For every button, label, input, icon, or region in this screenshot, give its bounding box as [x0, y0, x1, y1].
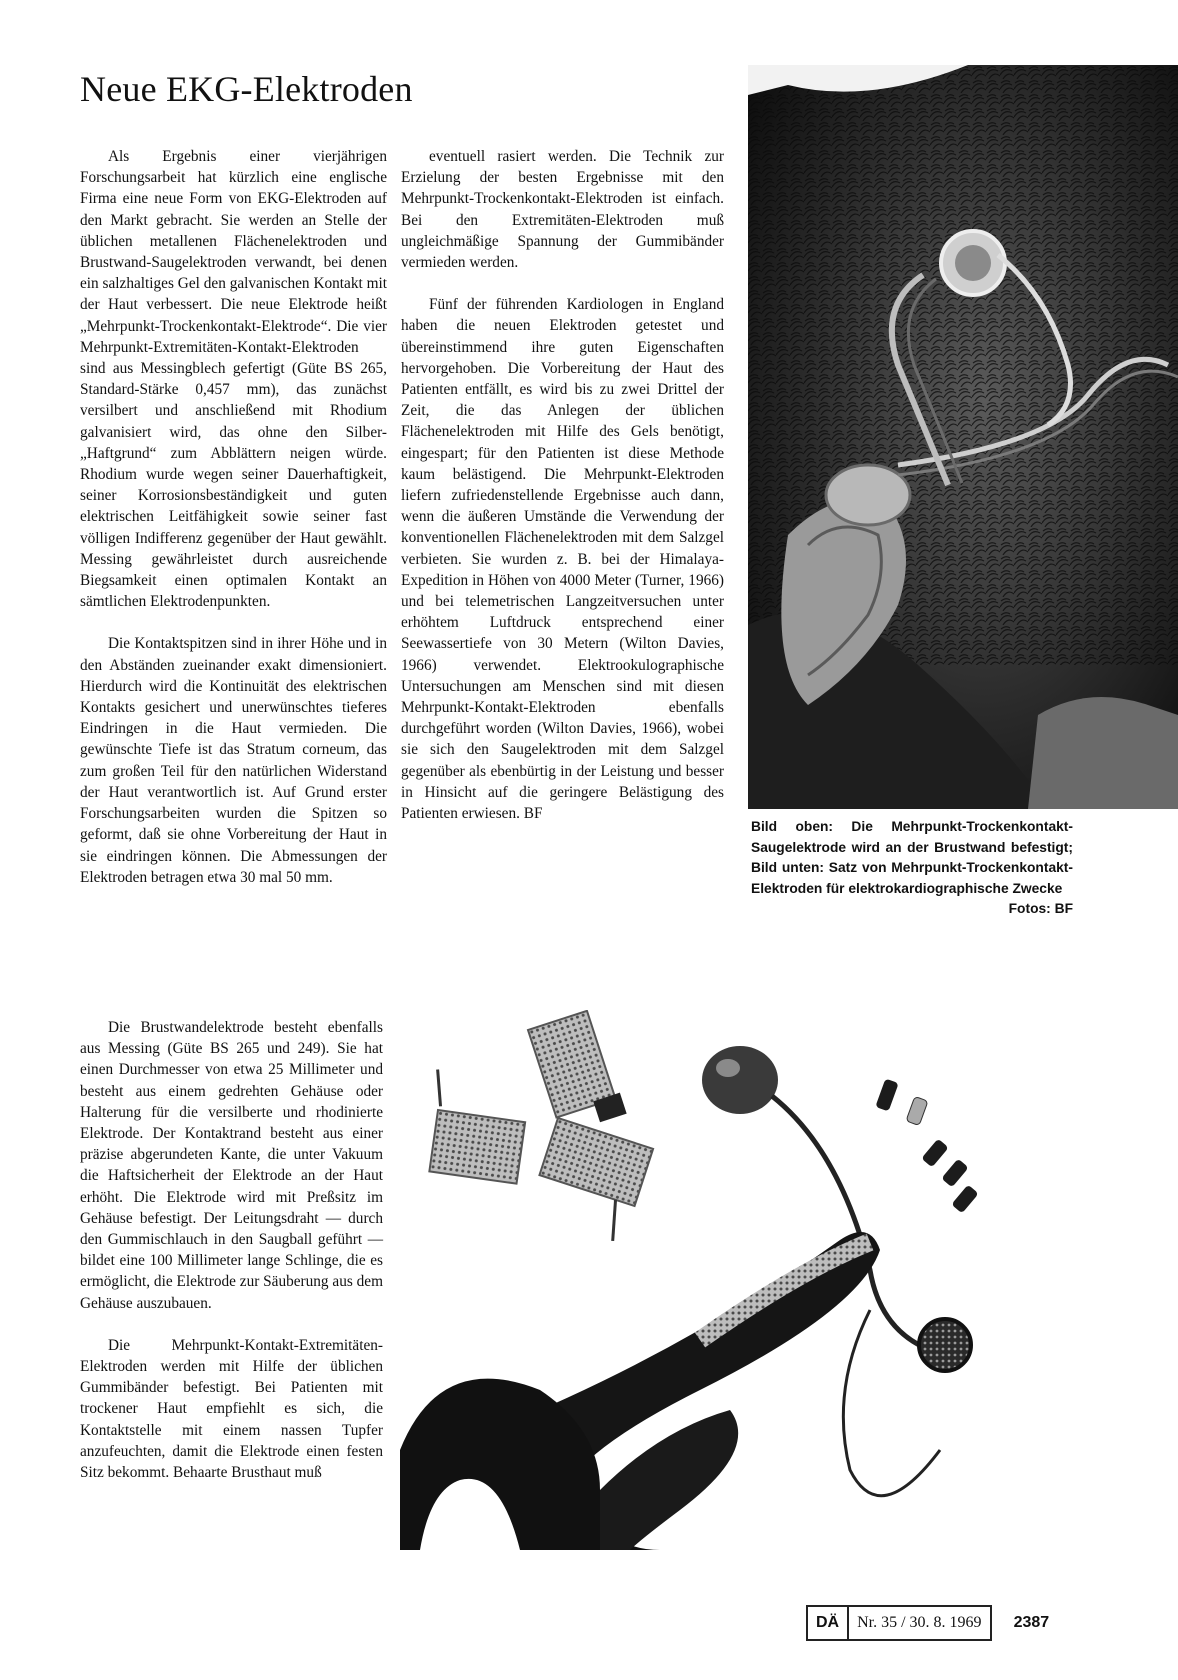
paragraph: Als Ergebnis einer vierjährigen Forschungsarbeit hat kürzlich eine englische Firma eine neue Form von EKG-Elektroden auf den Markt gebracht. Sie werden an Stelle der üblichen metallenen Flächenelektroden und Brustwand-Saugelektroden verwandt, bei denen ein salzhaltiges Gel den galvanischen Kontakt mit der Haut verbessert. Die neue Elektrode heißt „Mehrpunkt-Trockenkontakt-Elektrode“. Die vier Mehrpunkt-Extremitäten-Kontakt-Elektroden sind aus Messingblech gefertigt (Güte BS 265, Standard-Stärke 0,457 mm), das zunächst versilbert und anschließend mit Rhodium galvanisiert wird, das ohne den Silber-„Haftgrund“ zum Abblättern neigen würde. Rhodium wurde wegen seiner Dauerhaftigkeit, seiner Korrosionsbeständigkeit und guten elektrischen Leitfähigkeit sowie seiner fast völligen Indifferenz gegenüber der Haut gewählt. Messing gewährleistet durch ausreichende Biegsamkeit einen optimalen Kontakt an sämtlichen Elektrodenpunkten.	[80, 148, 387, 611]
paragraph: Die Kontaktspitzen sind in ihrer Höhe und in den Abständen zueinander exakt dimensioniert. Hierdurch wird die Kontinuität des elektrischen Kontakts gesichert und unerwünschtes tieferes Eindringen in die Haut vermieden. Die gewünschte Tiefe ist das Stratum corneum, das zum großen Teil für den natürlichen Widerstand der Haut verantwortlich ist. Auf Grund erster Forschungsarbeiten wurden die Spitzen so geformt, daß sie ohne Vorbereitung der Haut in sie eindringen können. Die Abmessungen der Elektroden betragen etwa 30 mal 50 mm.	[80, 635, 387, 886]
issue-box	[806, 1605, 992, 1641]
photo-electrode-set	[400, 1010, 1080, 1550]
paragraph: eventuell rasiert werden. Die Technik zur Erzielung der besten Ergebnisse mit den Mehrpunkt-Trockenkontakt-Elektroden ist einfach. Bei den Extremitäten-Elektroden muß ungleichmäßige Spannung der Gummibänder vermieden werden.	[401, 148, 724, 272]
article-title: Neue EKG-Elektroden	[80, 69, 413, 109]
text-column-1	[80, 146, 387, 888]
caption-text: Bild oben: Die Mehrpunkt-Trockenkontakt-Saugelektrode wird an der Brustwand befestigt; Bild unten: Satz von Mehrpunkt-Trockenkontakt-Elektroden für elektrokardiographische Zwecke	[751, 819, 1073, 896]
page-number: 2387	[1013, 1614, 1050, 1631]
text-column-2	[401, 146, 724, 824]
text-column-3	[80, 1017, 383, 1483]
page-footer	[806, 1606, 1049, 1640]
photo-credit: Fotos: BF	[1008, 901, 1073, 916]
electrode-set-illustration	[400, 1010, 1080, 1550]
journal-logo: DÄ	[808, 1607, 849, 1639]
paragraph: Die Mehrpunkt-Kontakt-Extremitäten-Elektroden werden mit Hilfe der üblichen Gummibänder befestigt. Bei Patienten mit trockener Haut empfiehlt es sich, die Kontaktstelle mit einem nassen Tupfer anzufeuchten, damit die Elektrode einen festen Sitz bekommt. Behaarte Brusthaut muß	[80, 1336, 383, 1482]
figure-caption	[751, 817, 1073, 920]
paragraph: Die Brustwandelektrode besteht ebenfalls aus Messing (Güte BS 265 und 249). Sie hat einen Durchmesser von etwa 25 Millimeter und besteht aus einem gedrehten Gehäuse oder Halterung für die versilberte und rhodinierte Elektrode. Der Kontaktrand besteht aus einer präzise abgerundeten Kante, die unter Vakuum die Haftsicherheit der Elektrode an der Haut erhöht. Die Elektrode wird mit Preßsitz im Gehäuse befestigt. Der Leitungsdraht — durch den Gummischlauch in den Saugball geführt — bildet eine 100 Millimeter lange Schlinge, die es ermöglicht, die Elektrode zur Säuberung aus dem Gehäuse auszubauen.	[80, 1019, 383, 1312]
issue-info: Nr. 35 / 30. 8. 1969	[857, 1614, 982, 1631]
chest-electrode-illustration	[748, 65, 1178, 809]
photo-chest-electrode	[748, 65, 1178, 809]
paragraph: Fünf der führenden Kardiologen in England haben die neuen Elektroden getestet und übereinstimmend ihre guten Eigenschaften hervorgehoben. Die Vorbereitung der Haut des Patienten entfällt, es wird bis zu zwei Drittel der Zeit, die das Anlegen der üblichen Flächenelektroden mit Hilfe des Gels benötigt, eingespart; für den Patienten ist diese Methode kaum belästigend. Die Mehrpunkt-Elektroden liefern zufriedenstellende Ergebnisse auch dann, wenn die äußeren Umstände die Verwendung der konventionellen Flächenelektroden mit dem Salzgel verbieten. Sie wurden z. B. bei der Himalaya-Expedition in Höhen von 4000 Meter (Turner, 1966) und bei telemetrischen Langzeitversuchen unter erhöhtem Luftdruck entsprechend einer Seewassertiefe von 30 Metern (Wilton Davies, 1966) verwendet. Elektrookulographische Untersuchungen am Menschen sind mit diesen Mehrpunkt-Kontakt-Elektroden ebenfalls durchgeführt worden (Wilton Davies, 1966), wobei sie sich den Saugelektroden mit dem Salzgel gegenüber als ebenbürtig in der Leistung und besser in Hinsicht auf die geringere Belästigung des Patienten erwiesen. BF	[401, 296, 724, 823]
